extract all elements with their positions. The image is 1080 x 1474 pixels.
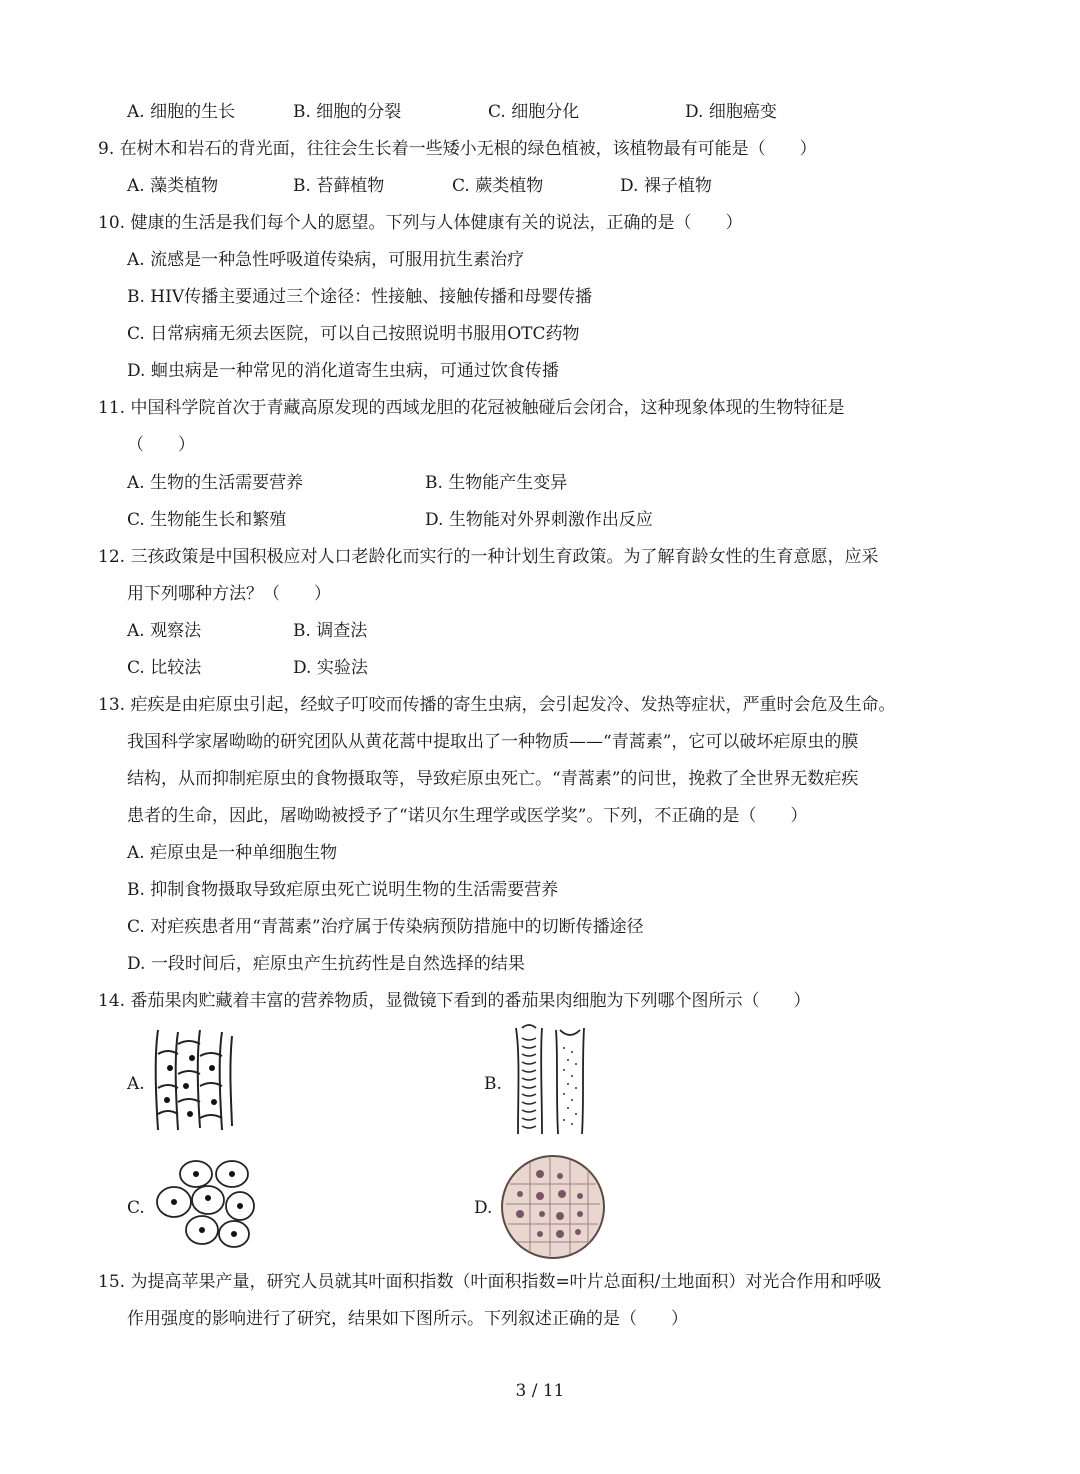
option-b: B. 生物能产生变异 xyxy=(425,473,568,493)
option-a: A. 观察法 xyxy=(127,621,202,641)
option-a: A. 细胞的生长 xyxy=(127,102,236,122)
option-c: C. 对疟疾患者用“青蒿素”治疗属于传染病预防措施中的切断传播途径 xyxy=(127,917,644,937)
figure-a-label: A. xyxy=(127,1074,145,1094)
option-c: C. 日常病痛无须去医院，可以自己按照说明书服用OTC药物 xyxy=(127,324,580,344)
option-c: C. 生物能生长和繁殖 xyxy=(127,510,287,530)
question-stem: 11. 中国科学院首次于青藏高原发现的西域龙胆的花冠被触碰后会闭合，这种现象体现的生物特征是 xyxy=(98,398,845,418)
option-a: A. 疟原虫是一种单细胞生物 xyxy=(127,843,338,863)
option-d: D. 实验法 xyxy=(293,658,368,678)
page-number: 3 / 11 xyxy=(515,1381,565,1401)
question-stem: 9. 在树木和岩石的背光面，往往会生长着一些矮小无根的绿色植被，该植物最有可能是（ ） xyxy=(98,139,817,159)
option-d: D. 细胞癌变 xyxy=(685,102,777,122)
figure-b-vessel-cells xyxy=(512,1024,588,1136)
option-d: D. 生物能对外界刺激作出反应 xyxy=(425,510,653,530)
question-stem: 13. 疟疾是由疟原虫引起，经蚊子叮咬而传播的寄生虫病，会引起发冷、发热等症状，严重时会危及生命。 xyxy=(98,695,896,715)
question-stem-cont: 患者的生命，因此，屠呦呦被授予了“诺贝尔生理学或医学奖”。下列，不正确的是（ ） xyxy=(127,806,808,826)
question-stem-cont: （ ） xyxy=(127,435,195,455)
question-stem-cont: 结构，从而抑制疟原虫的食物摄取等，导致疟原虫死亡。“青蒿素”的问世，挽救了全世界无数疟疾 xyxy=(127,769,859,789)
option-d: D. 蛔虫病是一种常见的消化道寄生虫病，可通过饮食传播 xyxy=(127,361,559,381)
option-b: B. 调查法 xyxy=(293,621,368,641)
question-stem-cont: 我国科学家屠呦呦的研究团队从黄花蒿中提取出了一种物质——“青蒿素”，它可以破坏疟原虫的膜 xyxy=(127,732,859,752)
figure-a-plant-cells xyxy=(152,1028,236,1132)
question-stem-cont: 用下列哪种方法？（ ） xyxy=(127,584,331,604)
option-b: B. HIV传播主要通过三个途径：性接触、接触传播和母婴传播 xyxy=(127,287,593,307)
figure-c-label: C. xyxy=(127,1198,145,1218)
option-c: C. 细胞分化 xyxy=(488,102,580,122)
question-stem: 12. 三孩政策是中国积极应对人口老龄化而实行的一种计划生育政策。为了解育龄女性的生育意愿，应采 xyxy=(98,547,879,567)
option-c: C. 蕨类植物 xyxy=(452,176,544,196)
question-stem-cont: 作用强度的影响进行了研究，结果如下图所示。下列叙述正确的是（ ） xyxy=(127,1309,688,1329)
option-b: B. 苔藓植物 xyxy=(293,176,385,196)
option-a: A. 流感是一种急性呼吸道传染病，可服用抗生素治疗 xyxy=(127,250,525,270)
option-c: C. 比较法 xyxy=(127,658,202,678)
figure-b-label: B. xyxy=(484,1074,502,1094)
question-stem: 10. 健康的生活是我们每个人的愿望。下列与人体健康有关的说法，正确的是（ ） xyxy=(98,213,743,233)
option-a: A. 藻类植物 xyxy=(127,176,219,196)
option-b: B. 细胞的分裂 xyxy=(293,102,402,122)
figure-c-round-cells xyxy=(152,1158,256,1250)
option-d: D. 裸子植物 xyxy=(620,176,712,196)
figure-d-micrograph xyxy=(500,1154,606,1260)
option-a: A. 生物的生活需要营养 xyxy=(127,473,304,493)
question-stem: 14. 番茄果肉贮藏着丰富的营养物质，显微镜下看到的番茄果肉细胞为下列哪个图所示（ ） xyxy=(98,991,811,1011)
figure-d-label: D. xyxy=(474,1198,493,1218)
option-d: D. 一段时间后，疟原虫产生抗药性是自然选择的结果 xyxy=(127,954,525,974)
question-stem: 15. 为提高苹果产量，研究人员就其叶面积指数（叶面积指数=叶片总面积/土地面积）对光合作用和呼吸 xyxy=(98,1272,882,1292)
option-b: B. 抑制食物摄取导致疟原虫死亡说明生物的生活需要营养 xyxy=(127,880,559,900)
